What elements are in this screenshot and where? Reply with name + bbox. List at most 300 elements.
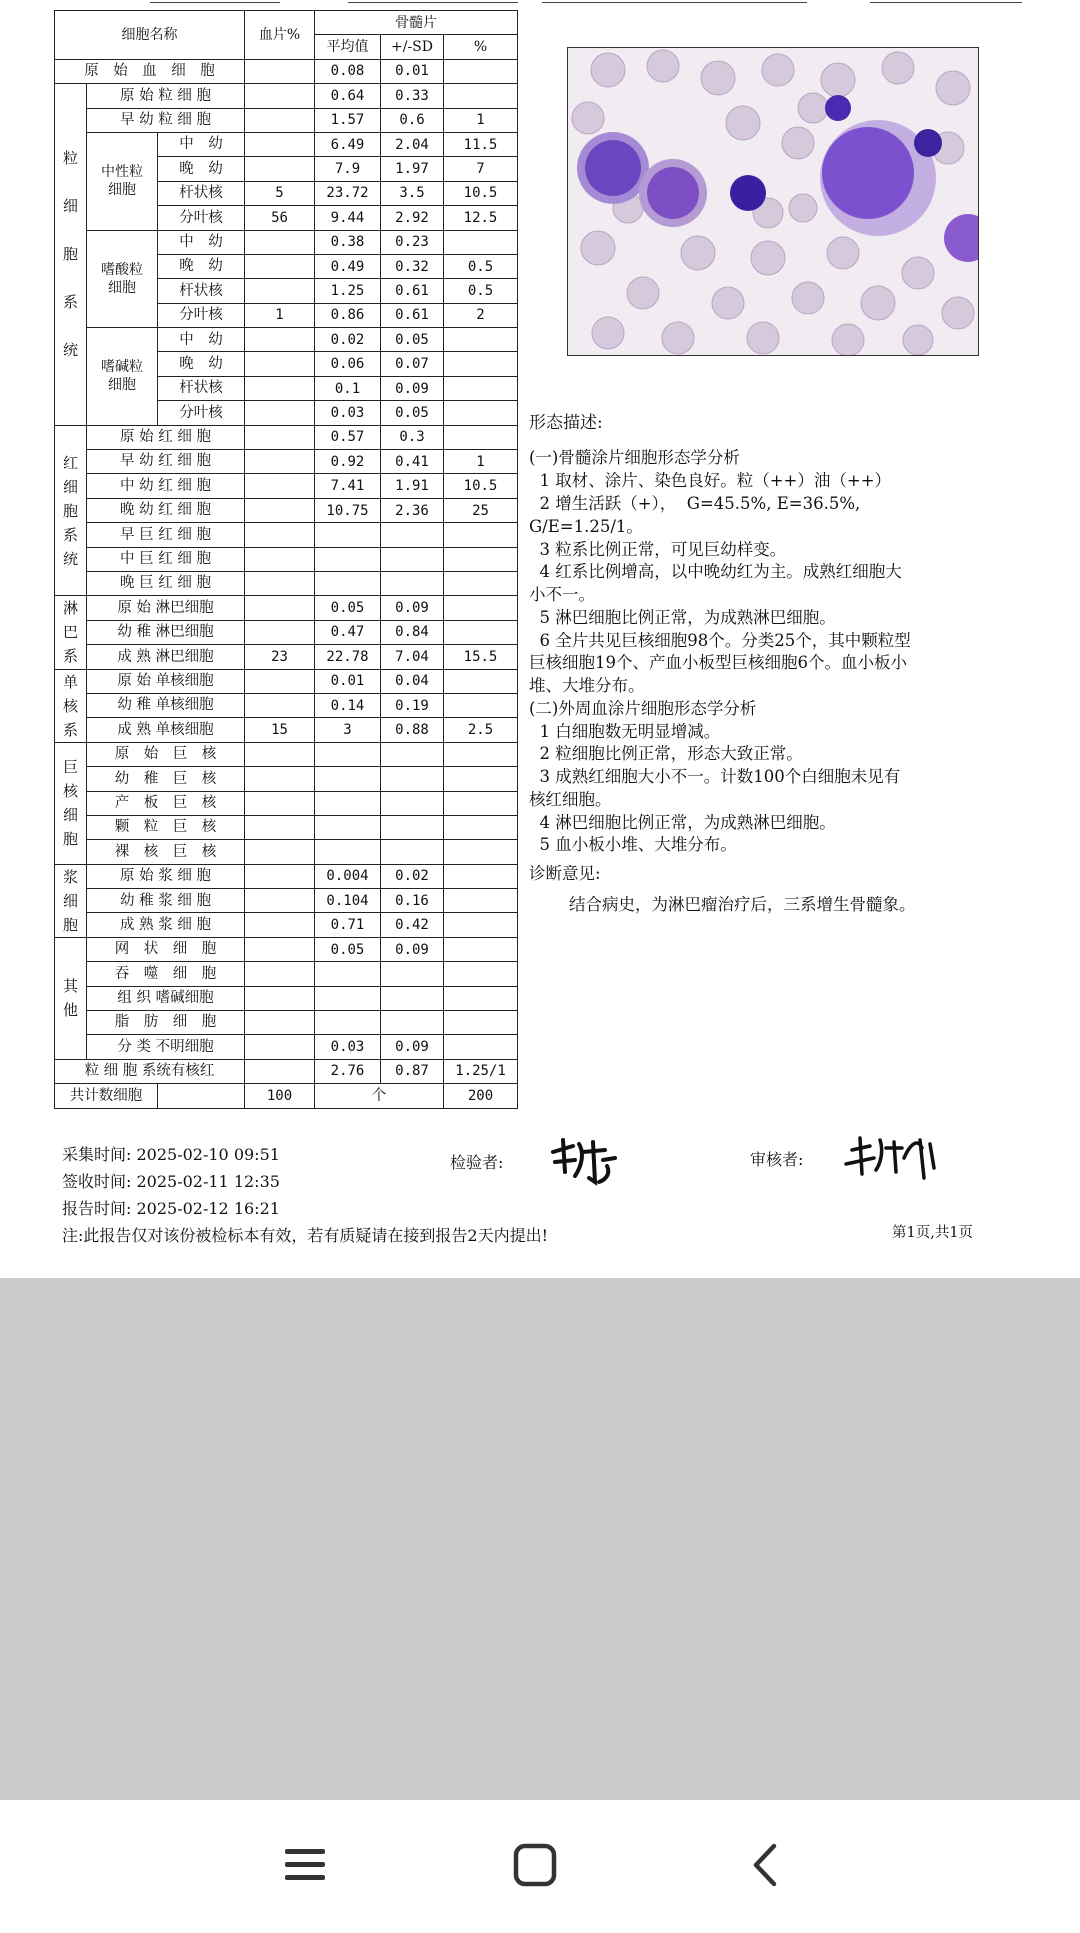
- description-line: (二)外周血涂片细胞形态学分析: [529, 698, 757, 718]
- marrow-mean: 0.01: [315, 669, 381, 693]
- description-line: 核红细胞。: [529, 789, 612, 809]
- marrow-pct: [444, 376, 518, 400]
- blood-pct: [245, 230, 315, 254]
- header-cell-name: 细胞名称: [55, 11, 245, 60]
- marrow-pct: [444, 230, 518, 254]
- cell-name: 中 幼 红 细 胞: [87, 474, 245, 498]
- cell-name: 吞 噬 细 胞: [87, 962, 245, 986]
- collect-time: 采集时间: 2025-02-10 09:51: [62, 1145, 280, 1164]
- description-line: 1 白细胞数无明显增减。: [529, 721, 721, 741]
- table-row: [55, 108, 518, 132]
- cell-name: 成 熟 单核细胞: [87, 718, 245, 742]
- blood-pct: [245, 425, 315, 449]
- cell-name: 幼 稚 浆 细 胞: [87, 889, 245, 913]
- cell-name: 中 幼: [158, 328, 245, 352]
- marrow-mean: [315, 547, 381, 571]
- marrow-mean: 0.92: [315, 450, 381, 474]
- table-row: [55, 132, 518, 156]
- ratio-pct: 1.25/1: [444, 1059, 518, 1083]
- marrow-mean: 0.57: [315, 425, 381, 449]
- description-line: 小不一。: [529, 585, 595, 605]
- cell-name: 脂 肪 细 胞: [87, 1011, 245, 1035]
- header-mean: 平均值: [315, 35, 381, 59]
- marrow-sd: 0.09: [381, 1035, 444, 1059]
- description-line: 4 淋巴细胞比例正常，为成熟淋巴细胞。: [529, 812, 836, 832]
- blood-pct: [245, 376, 315, 400]
- marrow-sd: 0.09: [381, 596, 444, 620]
- blood-pct: [245, 815, 315, 839]
- description-line: 3 粒系比例正常，可见巨幼样变。: [529, 539, 787, 559]
- cell-name: 晚 幼: [158, 157, 245, 181]
- total-label: 共计数细胞: [55, 1084, 158, 1108]
- report-note: 注:此报告仅对该份被检标本有效，若有质疑请在接到报告2天内提出!: [62, 1226, 549, 1245]
- cell-name: 原 始 单核细胞: [87, 669, 245, 693]
- back-chevron-icon[interactable]: [720, 1820, 810, 1910]
- total-unit: 个: [315, 1084, 444, 1108]
- cell-name: 产 板 巨 核: [87, 791, 245, 815]
- marrow-sd: 0.61: [381, 303, 444, 327]
- cell-name: 幼 稚 单核细胞: [87, 693, 245, 717]
- marrow-sd: 0.32: [381, 254, 444, 278]
- marrow-mean: [315, 986, 381, 1010]
- cell-name: 晚 幼: [158, 254, 245, 278]
- group-label: 红 细 胞 系 统: [55, 425, 87, 596]
- total-pct: 200: [444, 1084, 518, 1108]
- marrow-sd: 0.09: [381, 376, 444, 400]
- table-row: [55, 864, 518, 888]
- marrow-mean: 0.06: [315, 352, 381, 376]
- cell-name: 早 幼 红 细 胞: [87, 450, 245, 474]
- marrow-sd: 0.6: [381, 108, 444, 132]
- blood-pct: 56: [245, 206, 315, 230]
- marrow-mean: 1.57: [315, 108, 381, 132]
- cell-name: 晚 幼 红 细 胞: [87, 498, 245, 522]
- table-row: [55, 937, 518, 961]
- group-label: 其 他: [55, 937, 87, 1059]
- ratio-mean: 2.76: [315, 1059, 381, 1083]
- blood-pct: [245, 254, 315, 278]
- blood-pct: [245, 620, 315, 644]
- group-label: 单 核 系: [55, 669, 87, 742]
- marrow-sd: 0.23: [381, 230, 444, 254]
- description-line: 2 增生活跃（+）， G=45.5%, E=36.5%,: [529, 493, 861, 513]
- marrow-pct: [444, 693, 518, 717]
- inspector-label: 检验者:: [450, 1153, 504, 1172]
- marrow-pct: [444, 864, 518, 888]
- marrow-pct: 10.5: [444, 474, 518, 498]
- description-title: 形态描述:: [529, 413, 603, 433]
- cell-name: 分叶核: [158, 303, 245, 327]
- marrow-sd: 2.92: [381, 206, 444, 230]
- marrow-sd: 0.09: [381, 937, 444, 961]
- cell-name: 原 始 粒 细 胞: [87, 84, 245, 108]
- cell-name: 成 熟 淋巴细胞: [87, 645, 245, 669]
- marrow-sd: [381, 523, 444, 547]
- marrow-sd: 0.19: [381, 693, 444, 717]
- marrow-pct: [444, 401, 518, 425]
- marrow-pct: [444, 791, 518, 815]
- description-line: 1 取材、涂片、染色良好。粒（++）油（++）: [529, 471, 892, 491]
- marrow-sd: 2.04: [381, 132, 444, 156]
- cell-name: 网 状 细 胞: [87, 937, 245, 961]
- marrow-mean: [315, 767, 381, 791]
- marrow-mean: [315, 1011, 381, 1035]
- cell-name: 中 幼: [158, 230, 245, 254]
- group-label: 淋 巴 系: [55, 596, 87, 669]
- marrow-sd: [381, 1011, 444, 1035]
- marrow-pct: [444, 937, 518, 961]
- description-lines: [529, 447, 999, 857]
- blood-pct: [245, 59, 315, 83]
- marrow-pct: [444, 669, 518, 693]
- description-line: 4 红系比例增高，以中晚幼红为主。成熟红细胞大: [529, 562, 902, 582]
- diagnosis-text: 结合病史，为淋巴瘤治疗后，三系增生骨髓象。: [569, 895, 916, 914]
- marrow-pct: [444, 815, 518, 839]
- total-empty: [158, 1084, 245, 1108]
- cell-name: 早 巨 红 细 胞: [87, 523, 245, 547]
- marrow-mean: 0.86: [315, 303, 381, 327]
- inspector-signature: [545, 1132, 625, 1187]
- marrow-mean: 0.05: [315, 596, 381, 620]
- morphology-description: [529, 412, 999, 917]
- blood-pct: 23: [245, 645, 315, 669]
- table-row: [55, 742, 518, 766]
- receive-time: 签收时间: 2025-02-11 12:35: [62, 1172, 280, 1191]
- marrow-sd: 0.02: [381, 864, 444, 888]
- blood-pct: [245, 1035, 315, 1059]
- blood-pct: [245, 547, 315, 571]
- marrow-sd: 0.88: [381, 718, 444, 742]
- cell-name: 幼 稚 巨 核: [87, 767, 245, 791]
- marrow-sd: 1.97: [381, 157, 444, 181]
- marrow-mean: 0.004: [315, 864, 381, 888]
- blood-pct: [245, 596, 315, 620]
- marrow-sd: 0.42: [381, 913, 444, 937]
- marrow-sd: 0.07: [381, 352, 444, 376]
- blood-pct: [245, 108, 315, 132]
- marrow-mean: 0.05: [315, 937, 381, 961]
- marrow-pct: 0.5: [444, 254, 518, 278]
- blood-pct: [245, 913, 315, 937]
- cell-name: 分叶核: [158, 206, 245, 230]
- blood-pct: [245, 401, 315, 425]
- marrow-pct: [444, 84, 518, 108]
- blood-pct: [245, 889, 315, 913]
- cell-name: 原 始 红 细 胞: [87, 425, 245, 449]
- cell-name: 杆状核: [158, 181, 245, 205]
- marrow-pct: [444, 742, 518, 766]
- cell-name: 中 巨 红 细 胞: [87, 547, 245, 571]
- subgroup-label: 嗜酸粒 细胞: [87, 230, 158, 328]
- table-row: [55, 986, 518, 1010]
- table-row: [55, 1035, 518, 1059]
- marrow-mean: [315, 815, 381, 839]
- table-row: [55, 718, 518, 742]
- marrow-mean: 1.25: [315, 279, 381, 303]
- table-row: [55, 815, 518, 839]
- marrow-mean: 0.64: [315, 84, 381, 108]
- cell-count-table: [54, 10, 518, 1109]
- marrow-pct: [444, 1011, 518, 1035]
- android-navigation-bar: [0, 1800, 1080, 1933]
- blood-pct: [245, 157, 315, 181]
- report-time: 报告时间: 2025-02-12 16:21: [62, 1199, 280, 1218]
- cell-name: 原 始 浆 细 胞: [87, 864, 245, 888]
- cell-name: 原 始 淋巴细胞: [87, 596, 245, 620]
- description-line: (一)骨髓涂片细胞形态学分析: [529, 448, 740, 468]
- marrow-mean: 0.47: [315, 620, 381, 644]
- marrow-sd: 7.04: [381, 645, 444, 669]
- blood-pct: 15: [245, 718, 315, 742]
- marrow-pct: 2.5: [444, 718, 518, 742]
- cell-name: 杆状核: [158, 376, 245, 400]
- blood-pct: [245, 693, 315, 717]
- cell-name: 晚 巨 红 细 胞: [87, 571, 245, 595]
- blood-pct: [245, 328, 315, 352]
- marrow-sd: 0.33: [381, 84, 444, 108]
- table-row: [55, 840, 518, 864]
- marrow-mean: 10.75: [315, 498, 381, 522]
- table-row: [55, 498, 518, 522]
- blood-pct: [245, 767, 315, 791]
- marrow-mean: 22.78: [315, 645, 381, 669]
- marrow-pct: 2: [444, 303, 518, 327]
- table-row: [55, 450, 518, 474]
- marrow-mean: 9.44: [315, 206, 381, 230]
- table-row: [55, 425, 518, 449]
- blood-pct: [245, 132, 315, 156]
- marrow-mean: 0.38: [315, 230, 381, 254]
- marrow-sd: [381, 815, 444, 839]
- home-square-icon[interactable]: [490, 1820, 580, 1910]
- table-row: [55, 1011, 518, 1035]
- cell-name: 分叶核: [158, 401, 245, 425]
- marrow-pct: 10.5: [444, 181, 518, 205]
- marrow-sd: 0.05: [381, 401, 444, 425]
- blood-pct: 5: [245, 181, 315, 205]
- marrow-mean: 0.71: [315, 913, 381, 937]
- marrow-sd: [381, 547, 444, 571]
- marrow-mean: 0.49: [315, 254, 381, 278]
- marrow-pct: [444, 596, 518, 620]
- marrow-sd: [381, 767, 444, 791]
- marrow-sd: 0.3: [381, 425, 444, 449]
- marrow-mean: 3: [315, 718, 381, 742]
- blood-pct: [245, 84, 315, 108]
- marrow-pct: 15.5: [444, 645, 518, 669]
- marrow-mean: 0.03: [315, 1035, 381, 1059]
- marrow-pct: [444, 840, 518, 864]
- blood-pct: [245, 986, 315, 1010]
- table-row: [55, 767, 518, 791]
- marrow-sd: 0.41: [381, 450, 444, 474]
- blood-pct: [245, 864, 315, 888]
- marrow-sd: 0.16: [381, 889, 444, 913]
- cell-name: 颗 粒 巨 核: [87, 815, 245, 839]
- marrow-mean: 7.41: [315, 474, 381, 498]
- marrow-sd: 0.84: [381, 620, 444, 644]
- cell-name: 晚 幼: [158, 352, 245, 376]
- description-line: 堆、大堆分布。: [529, 676, 645, 696]
- marrow-pct: [444, 889, 518, 913]
- description-line: G/E=1.25/1。: [529, 516, 643, 536]
- blood-pct: [245, 1011, 315, 1035]
- blood-pct: [245, 352, 315, 376]
- marrow-pct: [444, 571, 518, 595]
- marrow-sd: [381, 840, 444, 864]
- blood-pct: [245, 450, 315, 474]
- table-row: [55, 913, 518, 937]
- reviewer-label: 审核者:: [750, 1150, 804, 1169]
- blood-pct: [245, 669, 315, 693]
- group-label: 粒 细 胞 系 统: [55, 84, 87, 425]
- marrow-pct: [444, 986, 518, 1010]
- table-row: [55, 889, 518, 913]
- marrow-pct: 25: [444, 498, 518, 522]
- description-line: 5 淋巴细胞比例正常，为成熟淋巴细胞。: [529, 607, 836, 627]
- blood-pct: [245, 279, 315, 303]
- table-row: [55, 571, 518, 595]
- marrow-sd: [381, 986, 444, 1010]
- description-line: 5 血小板小堆、大堆分布。: [529, 835, 737, 855]
- marrow-mean: 0.104: [315, 889, 381, 913]
- description-line: 3 成熟红细胞大小不一。计数100个白细胞未见有: [529, 767, 901, 787]
- cell-name: 幼 稚 淋巴细胞: [87, 620, 245, 644]
- table-row: [55, 620, 518, 644]
- description-line: 2 粒细胞比例正常，形态大致正常。: [529, 744, 803, 764]
- table-row: [55, 791, 518, 815]
- blood-pct: [245, 791, 315, 815]
- diagnosis-title: 诊断意见:: [529, 864, 601, 884]
- description-line: 巨核细胞19个、产血小板型巨核细胞6个。血小板小: [529, 653, 907, 673]
- marrow-pct: 12.5: [444, 206, 518, 230]
- table-row: [55, 596, 518, 620]
- group-label: 浆 细 胞: [55, 864, 87, 937]
- ratio-sd: 0.87: [381, 1059, 444, 1083]
- total-blood: 100: [245, 1084, 315, 1108]
- marrow-pct: 1: [444, 108, 518, 132]
- marrow-pct: [444, 767, 518, 791]
- blood-pct: [245, 571, 315, 595]
- marrow-pct: 1: [444, 450, 518, 474]
- blood-pct: [245, 523, 315, 547]
- table-row: [55, 84, 518, 108]
- cell-name: 成 熟 浆 细 胞: [87, 913, 245, 937]
- marrow-mean: [315, 840, 381, 864]
- marrow-pct: 7: [444, 157, 518, 181]
- cell-name: 组 织 嗜碱细胞: [87, 986, 245, 1010]
- table-row: [55, 547, 518, 571]
- table-row: [55, 328, 518, 352]
- marrow-pct: [444, 328, 518, 352]
- marrow-pct: [444, 1035, 518, 1059]
- marrow-sd: 0.04: [381, 669, 444, 693]
- marrow-pct: [444, 523, 518, 547]
- cell-name: 裸 核 巨 核: [87, 840, 245, 864]
- blood-pct: [245, 962, 315, 986]
- cell-name: 杆状核: [158, 279, 245, 303]
- table-row: [55, 474, 518, 498]
- table-row: [55, 693, 518, 717]
- marrow-mean: 6.49: [315, 132, 381, 156]
- table-row: [55, 645, 518, 669]
- blood-pct: [245, 498, 315, 522]
- description-line: 6 全片共见巨核细胞98个。分类25个，其中颗粒型: [529, 630, 911, 650]
- marrow-pct: [444, 962, 518, 986]
- marrow-mean: 23.72: [315, 181, 381, 205]
- marrow-mean: [315, 571, 381, 595]
- marrow-mean: 0.14: [315, 693, 381, 717]
- marrow-mean: [315, 742, 381, 766]
- cell-name: 中 幼: [158, 132, 245, 156]
- cell-name: 早 幼 粒 细 胞: [87, 108, 245, 132]
- marrow-sd: 1.91: [381, 474, 444, 498]
- empty-gray-area: [0, 1278, 1080, 1800]
- header-sd: +/-SD: [381, 35, 444, 59]
- blood-pct: [245, 840, 315, 864]
- group-label: 巨 核 细 胞: [55, 742, 87, 864]
- marrow-mean: 0.08: [315, 59, 381, 83]
- menu-icon[interactable]: [260, 1820, 350, 1910]
- ratio-label: 粒 细 胞 系统有核红: [55, 1059, 245, 1083]
- marrow-sd: 0.05: [381, 328, 444, 352]
- ratio-blood: [245, 1059, 315, 1083]
- cell-name: 原 始 血 细 胞: [55, 59, 245, 83]
- marrow-mean: 0.02: [315, 328, 381, 352]
- marrow-mean: 0.03: [315, 401, 381, 425]
- marrow-pct: 11.5: [444, 132, 518, 156]
- marrow-pct: [444, 59, 518, 83]
- marrow-sd: 0.01: [381, 59, 444, 83]
- marrow-mean: 7.9: [315, 157, 381, 181]
- table-row: [55, 962, 518, 986]
- marrow-pct: 0.5: [444, 279, 518, 303]
- cell-name: 原 始 巨 核: [87, 742, 245, 766]
- marrow-sd: [381, 571, 444, 595]
- table-row: [55, 523, 518, 547]
- blood-pct: [245, 937, 315, 961]
- blood-pct: 1: [245, 303, 315, 327]
- cell-name: 分 类 不明细胞: [87, 1035, 245, 1059]
- marrow-pct: [444, 913, 518, 937]
- marrow-sd: 3.5: [381, 181, 444, 205]
- marrow-sd: [381, 791, 444, 815]
- header-marrow: 骨髓片: [315, 11, 518, 35]
- header-blood-pct: 血片%: [245, 11, 315, 60]
- marrow-mean: [315, 962, 381, 986]
- marrow-pct: [444, 425, 518, 449]
- blood-pct: [245, 742, 315, 766]
- blood-pct: [245, 474, 315, 498]
- marrow-sd: 2.36: [381, 498, 444, 522]
- table-row: [55, 669, 518, 693]
- table-row: [55, 230, 518, 254]
- table-row: [55, 59, 518, 83]
- marrow-pct: [444, 547, 518, 571]
- bone-marrow-micrograph: [567, 47, 979, 356]
- marrow-mean: [315, 791, 381, 815]
- subgroup-label: 中性粒 细胞: [87, 132, 158, 230]
- marrow-sd: [381, 742, 444, 766]
- marrow-mean: 0.1: [315, 376, 381, 400]
- marrow-mean: [315, 523, 381, 547]
- page-number: 第1页,共1页: [892, 1225, 974, 1241]
- marrow-pct: [444, 620, 518, 644]
- subgroup-label: 嗜碱粒 细胞: [87, 328, 158, 426]
- marrow-sd: 0.61: [381, 279, 444, 303]
- reviewer-signature: [840, 1128, 940, 1188]
- marrow-sd: [381, 962, 444, 986]
